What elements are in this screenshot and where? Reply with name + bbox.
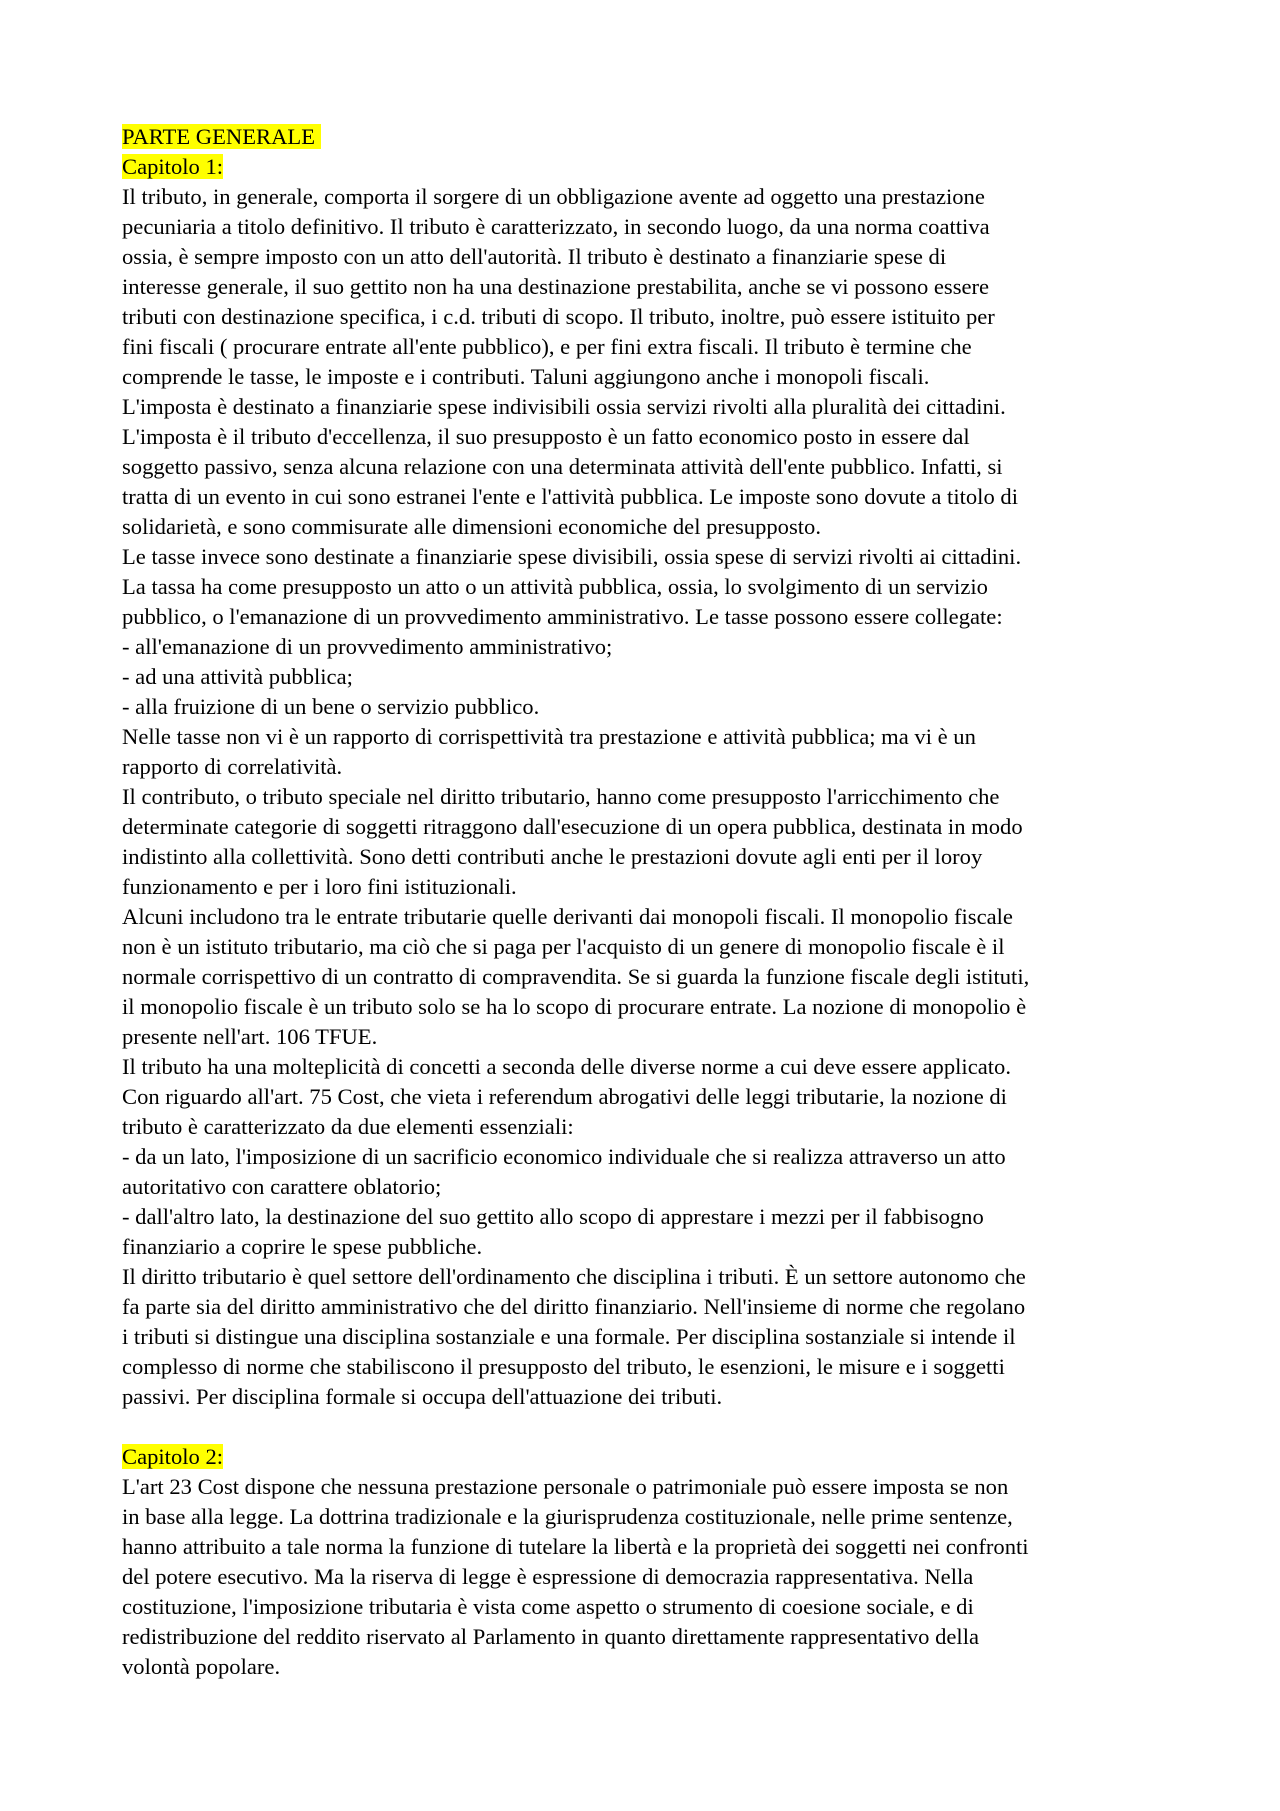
text-line: Le tasse invece sono destinate a finanziarie spese divisibili, ossia spese di servizi rivolti ai cittadini. — [122, 544, 1022, 569]
text-line: interesse generale, il suo gettito non ha una destinazione prestabilita, anche se vi possono essere — [122, 274, 990, 299]
text-line: Nelle tasse non vi è un rapporto di corrispettività tra prestazione e attività pubblica; ma vi è un — [122, 724, 976, 749]
text-line: presente nell'art. 106 TFUE. — [122, 1024, 378, 1049]
document-body — [122, 122, 1172, 1682]
chapter-1-title-line — [122, 152, 1172, 182]
text-line: i tributi si distingue una disciplina sostanziale e una formale. Per disciplina sostanziale si intende il — [122, 1324, 1016, 1349]
text-line: L'art 23 Cost dispone che nessuna prestazione personale o patrimoniale può essere imposta se non — [122, 1474, 1009, 1499]
text-line: soggetto passivo, senza alcuna relazione con una determinata attività dell'ente pubblico. Infatti, si — [122, 454, 1003, 479]
text-line: normale corrispettivo di un contratto di compravendita. Se si guarda la funzione fiscale degli istituti, — [122, 964, 1030, 989]
text-line: del potere esecutivo. Ma la riserva di legge è espressione di democrazia rappresentativa. Nella — [122, 1564, 974, 1589]
text-line: pubblico, o l'emanazione di un provvedimento amministrativo. Le tasse possono essere collegate: — [122, 604, 1003, 629]
text-line: redistribuzione del reddito riservato al Parlamento in quanto direttamente rappresentativo della — [122, 1624, 980, 1649]
text-line: Il diritto tributario è quel settore dell'ordinamento che disciplina i tributi. È un settore autonomo che — [122, 1264, 1026, 1289]
text-line: - ad una attività pubblica; — [122, 664, 353, 689]
text-line: Il contributo, o tributo speciale nel diritto tributario, hanno come presupposto l'arricchimento che — [122, 784, 1000, 809]
text-line: tributi con destinazione specifica, i c.d. tributi di scopo. Il tributo, inoltre, può essere istituito per — [122, 304, 995, 329]
text-line: Alcuni includono tra le entrate tributarie quelle derivanti dai monopoli fiscali. Il monopolio fiscale — [122, 904, 1013, 929]
text-line: autoritativo con carattere oblatorio; — [122, 1174, 442, 1199]
text-line: - da un lato, l'imposizione di un sacrificio economico individuale che si realizza attraverso un atto — [122, 1144, 1006, 1169]
text-line: tratta di un evento in cui sono estranei l'ente e l'attività pubblica. Le imposte sono dovute a titolo di — [122, 484, 1018, 509]
section-heading: PARTE GENERALE — [122, 124, 321, 149]
text-line: La tassa ha come presupposto un atto o un attività pubblica, ossia, lo svolgimento di un servizio — [122, 574, 988, 599]
text-line: fini fiscali ( procurare entrate all'ente pubblico), e per fini extra fiscali. Il tributo è termine che — [122, 334, 972, 359]
text-line: L'imposta è il tributo d'eccellenza, il suo presupposto è un fatto economico posto in essere dal — [122, 424, 970, 449]
text-line: pecuniaria a titolo definitivo. Il tributo è caratterizzato, in secondo luogo, da una norma coattiva — [122, 214, 990, 239]
chapter-1-title: Capitolo 1: — [122, 154, 224, 179]
text-line: L'imposta è destinato a finanziarie spese indivisibili ossia servizi rivolti alla pluralità dei cittadini. — [122, 394, 1006, 419]
text-line: tributo è caratterizzato da due elementi essenziali: — [122, 1114, 574, 1139]
chapter-2-title: Capitolo 2: — [122, 1444, 224, 1469]
chapter-2-title-line — [122, 1442, 1172, 1472]
text-line: in base alla legge. La dottrina tradizionale e la giurisprudenza costituzionale, nelle prime sentenze, — [122, 1504, 1013, 1529]
text-line: solidarietà, e sono commisurate alle dimensioni economiche del presupposto. — [122, 514, 821, 539]
chapter-2-body — [122, 1472, 1172, 1682]
text-line: determinate categorie di soggetti ritraggono dall'esecuzione di un opera pubblica, destinata in modo — [122, 814, 1023, 839]
text-line: Il tributo ha una molteplicità di concetti a seconda delle diverse norme a cui deve essere applicato. — [122, 1054, 1011, 1079]
text-line: volontà popolare. — [122, 1654, 281, 1679]
chapter-1-body — [122, 182, 1172, 1412]
text-line: funzionamento e per i loro fini istituzionali. — [122, 874, 517, 899]
text-line: fa parte sia del diritto amministrativo che del diritto finanziario. Nell'insieme di norme che regolano — [122, 1294, 1026, 1319]
text-line: - alla fruizione di un bene o servizio pubblico. — [122, 694, 540, 719]
text-line: non è un istituto tributario, ma ciò che si paga per l'acquisto di un genere di monopolio fiscale è il — [122, 934, 1005, 959]
heading-line — [122, 122, 1172, 152]
text-line: Con riguardo all'art. 75 Cost, che vieta i referendum abrogativi delle leggi tributarie, la nozione di — [122, 1084, 1007, 1109]
text-line: complesso di norme che stabiliscono il presupposto del tributo, le esenzioni, le misure e i soggetti — [122, 1354, 1005, 1379]
text-line: comprende le tasse, le imposte e i contributi. Taluni aggiungono anche i monopoli fiscali. — [122, 364, 930, 389]
text-line: il monopolio fiscale è un tributo solo se ha lo scopo di procurare entrate. La nozione di monopolio è — [122, 994, 1027, 1019]
text-line: - all'emanazione di un provvedimento amministrativo; — [122, 634, 613, 659]
text-line: indistinto alla collettività. Sono detti contributi anche le prestazioni dovute agli enti per il loroy — [122, 844, 983, 869]
text-line: - dall'altro lato, la destinazione del suo gettito allo scopo di apprestare i mezzi per il fabbisogno — [122, 1204, 984, 1229]
text-line: Il tributo, in generale, comporta il sorgere di un obbligazione avente ad oggetto una prestazione — [122, 184, 985, 209]
text-line: ossia, è sempre imposto con un atto dell'autorità. Il tributo è destinato a finanziarie spese di — [122, 244, 947, 269]
text-line: costituzione, l'imposizione tributaria è vista come aspetto o strumento di coesione sociale, e di — [122, 1594, 974, 1619]
text-line: passivi. Per disciplina formale si occupa dell'attuazione dei tributi. — [122, 1384, 723, 1409]
text-line: hanno attribuito a tale norma la funzione di tutelare la libertà e la proprietà dei soggetti nei confronti — [122, 1534, 1029, 1559]
text-line: finanziario a coprire le spese pubbliche. — [122, 1234, 483, 1259]
spacer — [122, 1412, 1172, 1442]
text-line: rapporto di correlatività. — [122, 754, 343, 779]
